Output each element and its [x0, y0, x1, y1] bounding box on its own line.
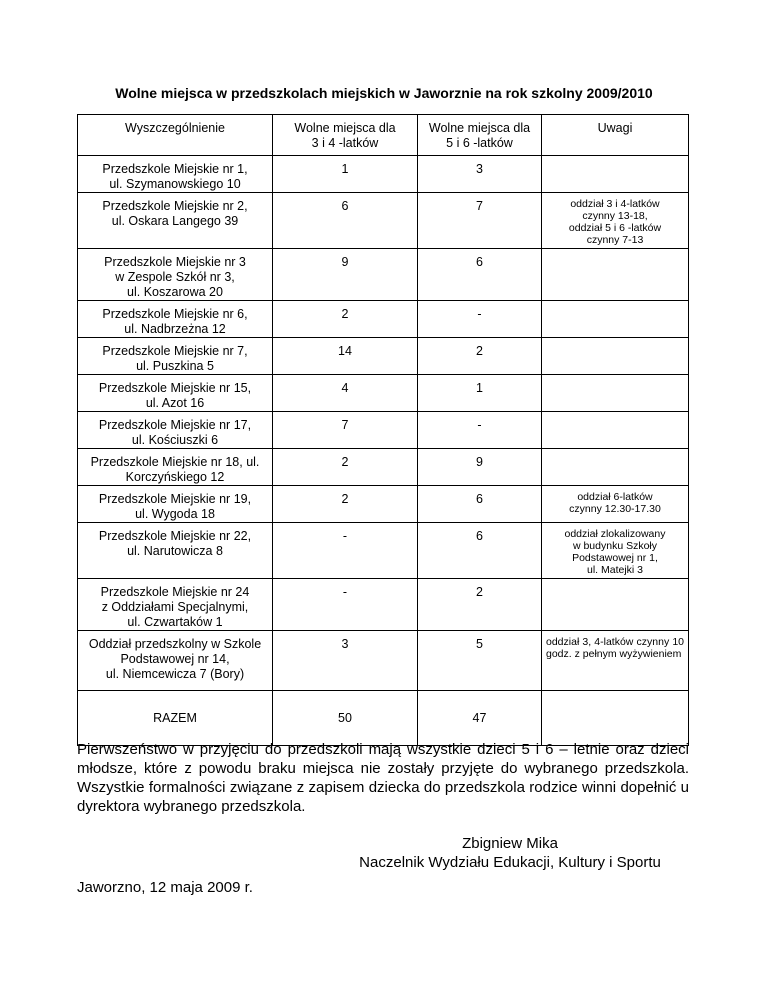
table-row: [78, 249, 689, 301]
table-row: [78, 301, 689, 338]
header-places-5-6: Wolne miejsca dla 5 i 6 -latków: [418, 115, 542, 156]
cell-places-3-4: 3: [273, 631, 418, 691]
cell-name: Przedszkole Miejskie nr 2, ul. Oskara Langego 39: [78, 193, 273, 249]
admission-paragraph: Pierwszeństwo w przyjęciu do przedszkoli mają wszystkie dzieci 5 i 6 – letnie oraz dzieci młodsze, które z powodu braku miejsca nie zostały przyjęte do wybranego przedszkola. Wszystkie formalności związane z zapisem dziecka do przedszkola rodzice winni dopełnić u dyrektora wybranego przedszkola.: [77, 741, 689, 815]
cell-places-5-6: 2: [418, 579, 542, 631]
cell-name: Przedszkole Miejskie nr 24 z Oddziałami Specjalnymi, ul. Czwartaków 1: [78, 579, 273, 631]
table-row: [78, 486, 689, 523]
cell-name: Przedszkole Miejskie nr 19, ul. Wygoda 18: [78, 486, 273, 523]
cell-places-5-6: 6: [418, 249, 542, 301]
cell-notes: [542, 301, 689, 338]
cell-places-5-6: 6: [418, 523, 542, 579]
header-places-3-4: Wolne miejsca dla 3 i 4 -latków: [273, 115, 418, 156]
cell-places-5-6: -: [418, 301, 542, 338]
cell-places-3-4: 2: [273, 301, 418, 338]
cell-places-3-4: 2: [273, 486, 418, 523]
table-row: [78, 193, 689, 249]
cell-places-3-4: 7: [273, 412, 418, 449]
cell-places-5-6: 2: [418, 338, 542, 375]
cell-name: Przedszkole Miejskie nr 6, ul. Nadbrzeżna 12: [78, 301, 273, 338]
cell-places-5-6: 6: [418, 486, 542, 523]
signature-name: Zbigniew Mika: [462, 835, 558, 852]
table-row: [78, 579, 689, 631]
cell-name: Przedszkole Miejskie nr 7, ul. Puszkina 5: [78, 338, 273, 375]
cell-places-5-6: 5: [418, 631, 542, 691]
cell-notes: oddział zlokalizowany w budynku Szkoły Podstawowej nr 1, ul. Matejki 3: [542, 523, 689, 579]
cell-notes: [542, 338, 689, 375]
cell-places-3-4: -: [273, 523, 418, 579]
table-row: [78, 156, 689, 193]
table-row: [78, 449, 689, 486]
page-title: Wolne miejsca w przedszkolach miejskich w Jaworznie na rok szkolny 2009/2010: [115, 85, 653, 101]
cell-places-3-4: 1: [273, 156, 418, 193]
cell-places-3-4: 6: [273, 193, 418, 249]
cell-notes: [542, 249, 689, 301]
cell-notes: oddział 6-latków czynny 12.30-17.30: [542, 486, 689, 523]
total-places-3-4: 50: [273, 691, 418, 746]
cell-places-3-4: 9: [273, 249, 418, 301]
cell-notes: [542, 412, 689, 449]
place-date: Jaworzno, 12 maja 2009 r.: [77, 879, 253, 896]
cell-name: Przedszkole Miejskie nr 17, ul. Kościuszki 6: [78, 412, 273, 449]
header-notes: Uwagi: [542, 115, 689, 156]
cell-name: Przedszkole Miejskie nr 3 w Zespole Szkół nr 3, ul. Koszarowa 20: [78, 249, 273, 301]
table-total-row: [78, 691, 689, 746]
cell-places-3-4: 14: [273, 338, 418, 375]
cell-places-5-6: 9: [418, 449, 542, 486]
cell-places-5-6: 3: [418, 156, 542, 193]
cell-notes: [542, 375, 689, 412]
cell-notes: [542, 449, 689, 486]
cell-name: Przedszkole Miejskie nr 22, ul. Narutowicza 8: [78, 523, 273, 579]
cell-notes: oddział 3, 4-latków czynny 10 godz. z pełnym wyżywieniem: [542, 631, 689, 691]
table-row: [78, 375, 689, 412]
table-header-row: [78, 115, 689, 156]
table-row: [78, 523, 689, 579]
table-row: [78, 412, 689, 449]
cell-places-5-6: 7: [418, 193, 542, 249]
cell-name: Przedszkole Miejskie nr 18, ul. Korczyńskiego 12: [78, 449, 273, 486]
cell-places-5-6: 1: [418, 375, 542, 412]
cell-notes: oddział 3 i 4-latków czynny 13-18, oddział 5 i 6 -latków czynny 7-13: [542, 193, 689, 249]
cell-name: Przedszkole Miejskie nr 15, ul. Azot 16: [78, 375, 273, 412]
signature-position: Naczelnik Wydziału Edukacji, Kultury i Sportu: [359, 854, 661, 871]
cell-notes: [542, 579, 689, 631]
total-places-5-6: 47: [418, 691, 542, 746]
total-label: RAZEM: [78, 691, 273, 746]
table-row: [78, 338, 689, 375]
cell-places-5-6: -: [418, 412, 542, 449]
cell-places-3-4: 2: [273, 449, 418, 486]
cell-places-3-4: 4: [273, 375, 418, 412]
header-name: Wyszczególnienie: [78, 115, 273, 156]
cell-name: Oddział przedszkolny w Szkole Podstawowej nr 14, ul. Niemcewicza 7 (Bory): [78, 631, 273, 691]
table-row: [78, 631, 689, 691]
cell-notes: [542, 156, 689, 193]
cell-places-3-4: -: [273, 579, 418, 631]
free-places-table: [77, 114, 689, 746]
signature-block: [340, 834, 680, 872]
cell-name: Przedszkole Miejskie nr 1, ul. Szymanowskiego 10: [78, 156, 273, 193]
total-notes: [542, 691, 689, 746]
